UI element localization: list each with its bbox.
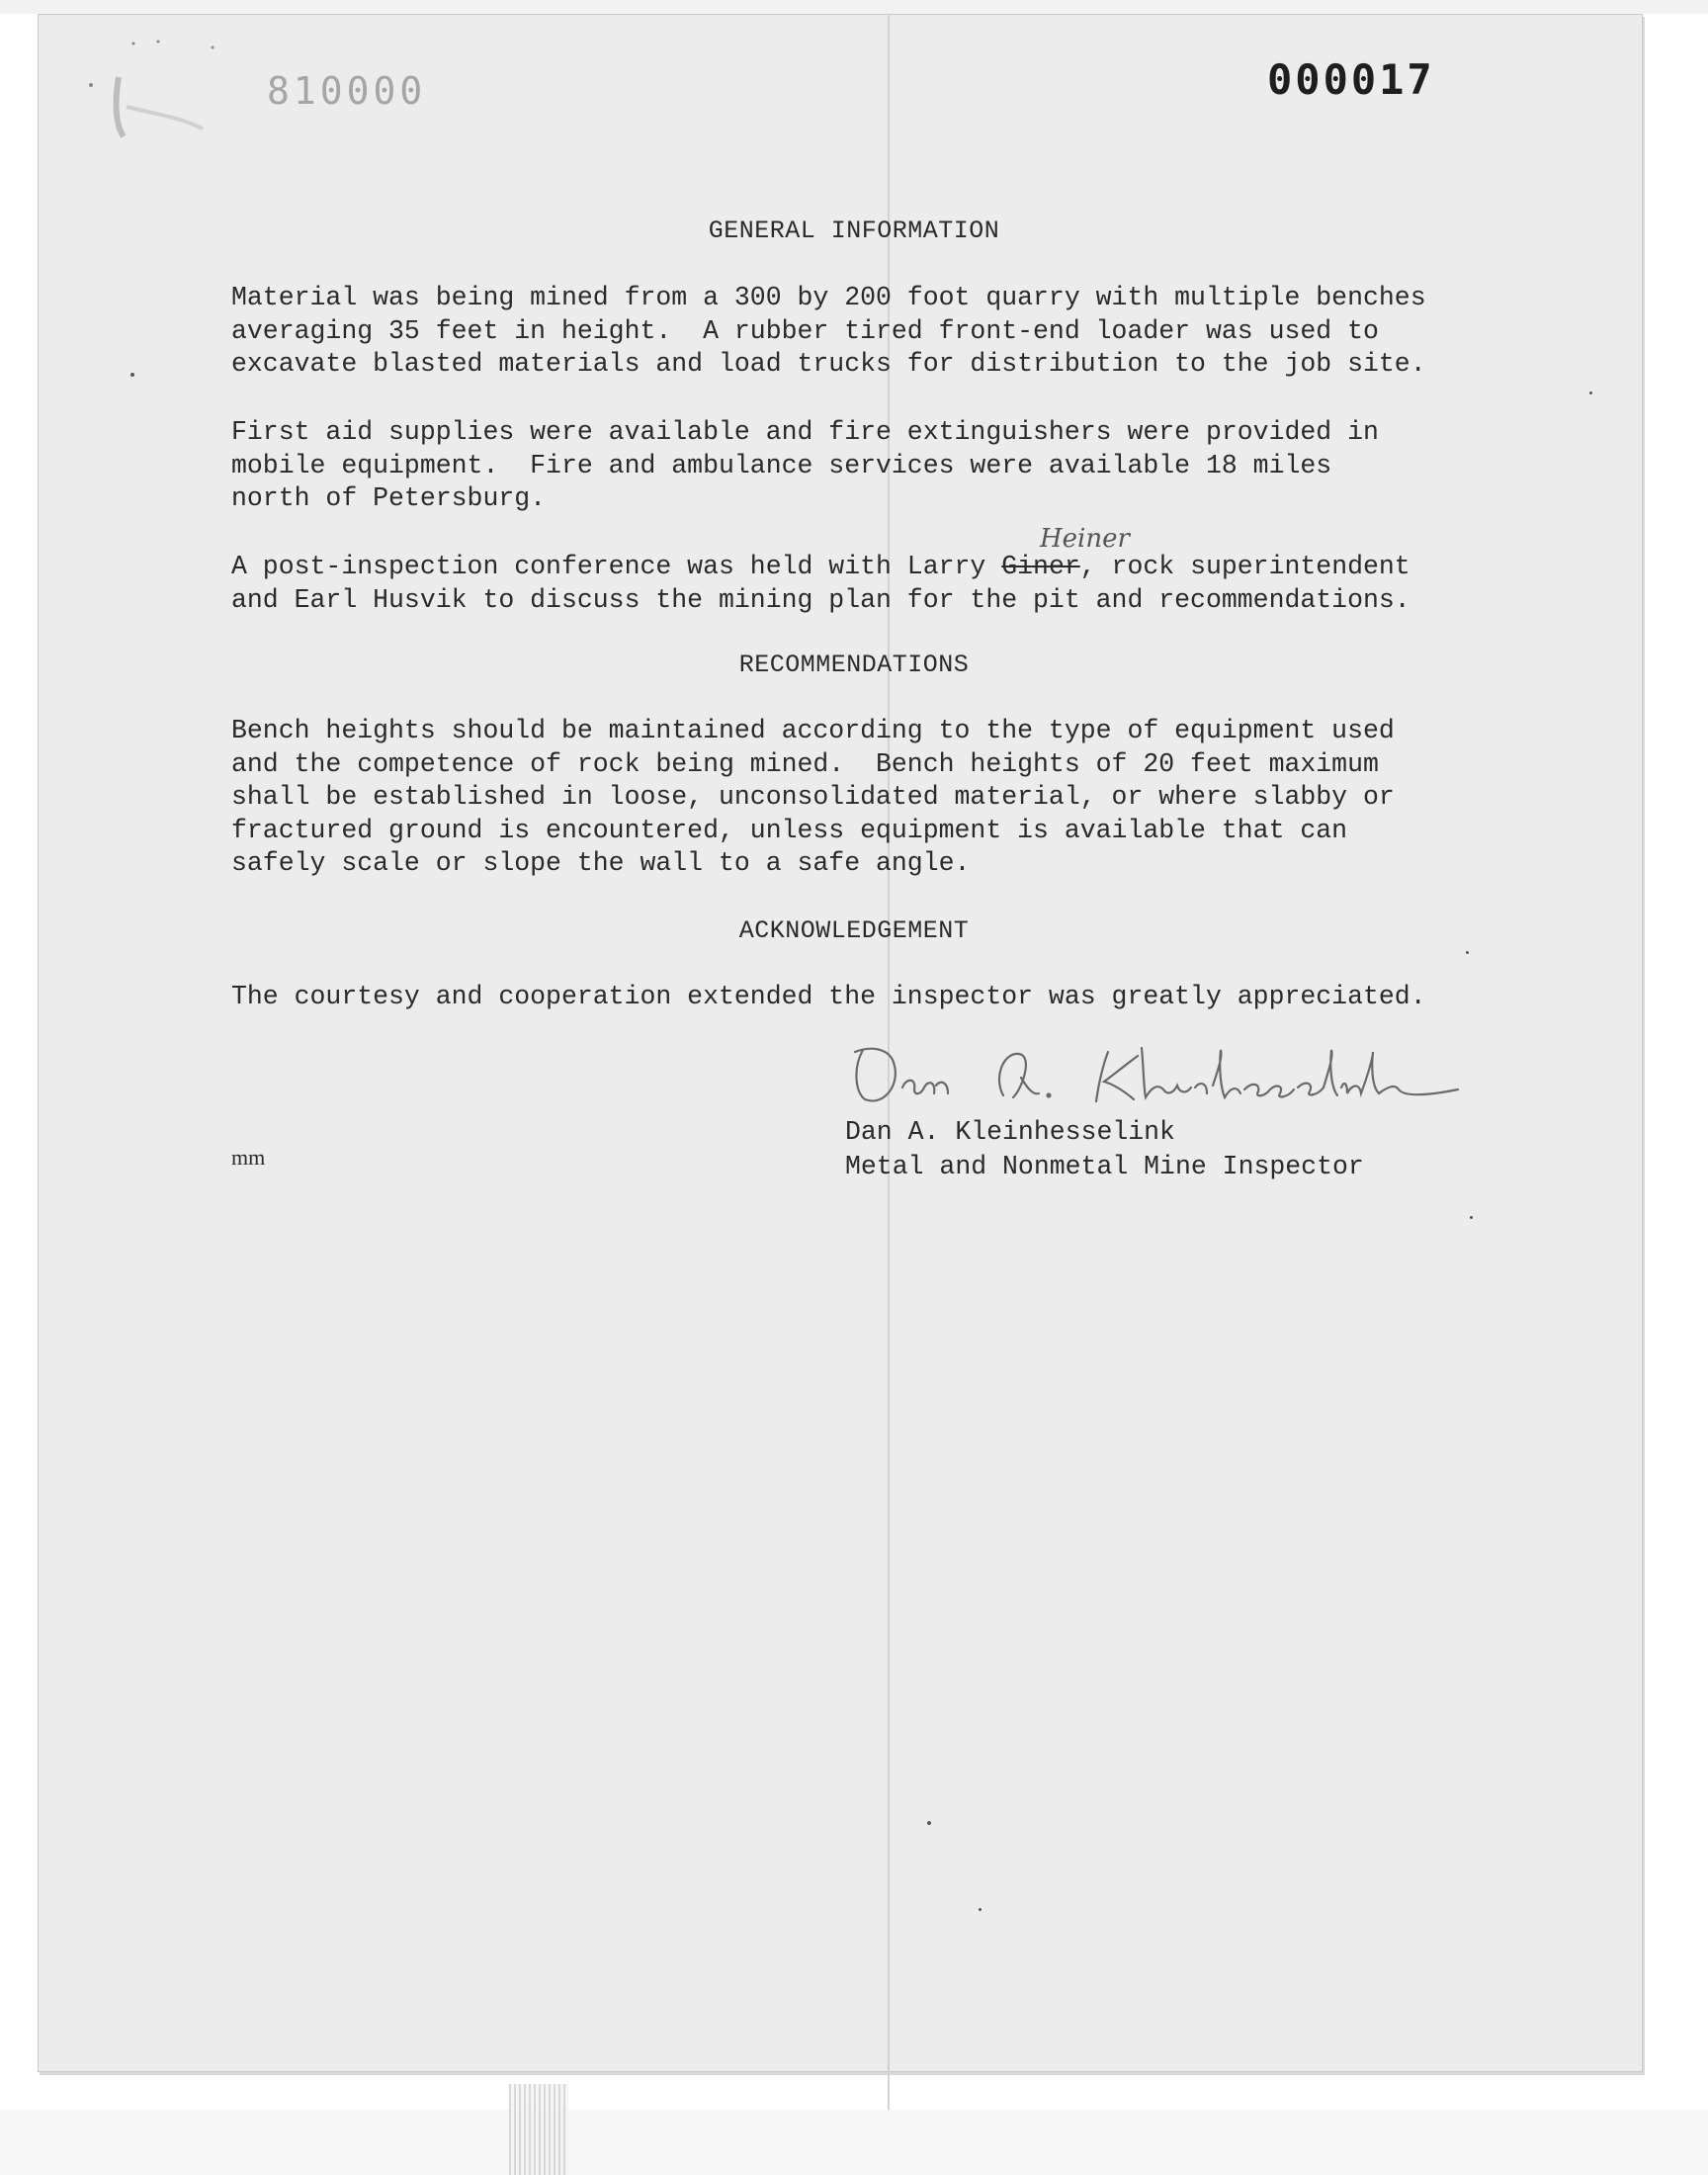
conference-text-end: , rock superintendent and Earl Husvik to discuss the mining plan for the pit and recommendations. <box>231 552 1410 615</box>
struck-name: Giner <box>1001 552 1080 581</box>
conference-text-start: A post-inspection conference was held with Larry <box>231 552 1002 581</box>
typist-initials: mm <box>231 1145 266 1170</box>
signature-block <box>845 1115 1364 1184</box>
heading-general-information: GENERAL INFORMATION <box>708 217 1000 245</box>
binding-strip <box>509 2084 568 2175</box>
paragraph-material: Material was being mined from a 300 by 200 foot quarry with multiple benches averaging 35 feet in height. A rubber tired front-end loader was used to excavate blasted materials and load trucks for distribution to the job site. <box>231 283 1426 379</box>
scan-speck <box>1589 392 1592 394</box>
scan-speck <box>979 1908 982 1911</box>
paragraph-acknowledgement: The courtesy and cooperation extended the inspector was greatly appreciated. <box>231 982 1426 1011</box>
heading-recommendations: RECOMMENDATIONS <box>738 651 970 679</box>
scan-speck <box>130 373 134 377</box>
scan-speck <box>1470 1216 1473 1219</box>
corner-smudge <box>79 38 227 146</box>
heading-acknowledgement: ACKNOWLEDGEMENT <box>738 916 970 945</box>
paragraph-first-aid: First aid supplies were available and fire extinguishers were provided in mobile equipment. Fire and ambulance services were available 18 miles north of Petersburg. <box>231 417 1379 513</box>
inspector-name: Dan A. Kleinhesselink <box>845 1117 1175 1147</box>
scan-margin-bottom <box>0 2110 1708 2175</box>
paragraph-recommendations: Bench heights should be maintained according to the type of equipment used and the competence of rock being mined. Bench heights of 20 feet maximum shall be established in loose, unconsolidated material, or where slabby or fractured ground is encountered, unless equipment is available that can safely scale or slope the wall to a safe angle. <box>231 716 1395 878</box>
inspector-title: Metal and Nonmetal Mine Inspector <box>845 1152 1364 1181</box>
page-number-stamp: 000017 <box>1267 55 1435 104</box>
scan-speck <box>927 1821 931 1825</box>
handwritten-correction: Heiner <box>1040 524 1130 554</box>
paragraph-conference <box>231 551 1536 617</box>
stamp-top-left: 810000 <box>267 69 427 113</box>
scan-margin-top <box>0 0 1708 14</box>
scan-speck <box>1466 951 1469 954</box>
handwritten-signature <box>845 1038 1497 1112</box>
